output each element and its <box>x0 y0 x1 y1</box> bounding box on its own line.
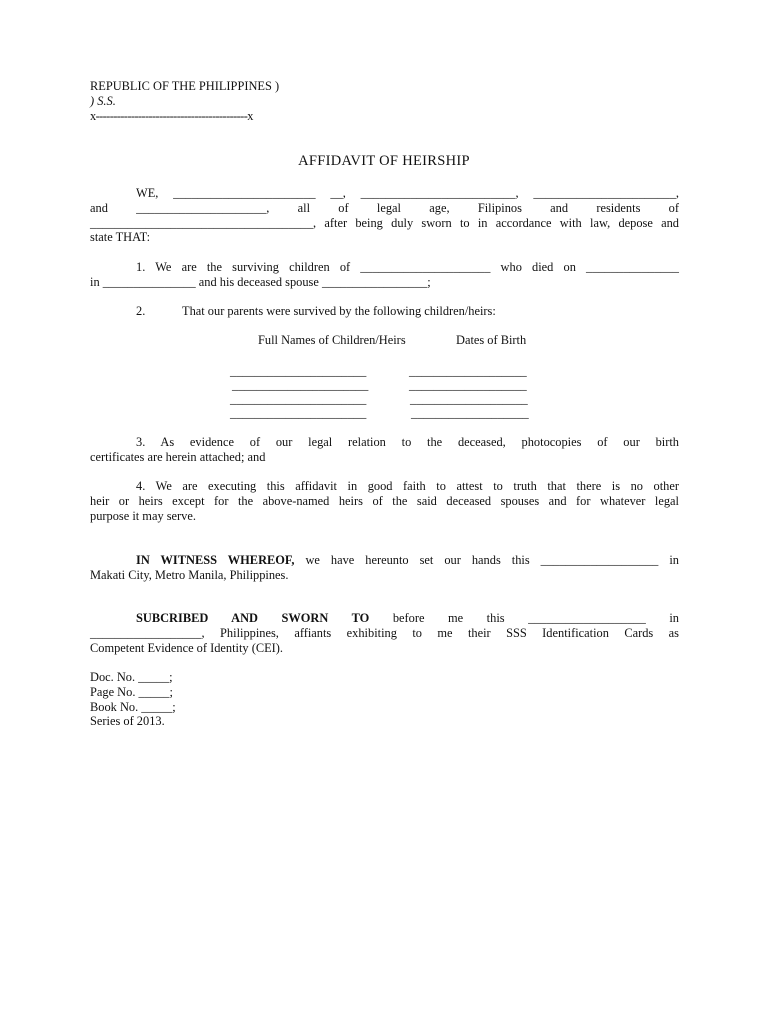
item-1-line-2: in _______________ and his deceased spouse _________________; <box>90 274 431 289</box>
doc-no: Doc. No. _____; <box>90 670 173 684</box>
item-1 <box>90 260 679 290</box>
header-block <box>90 79 679 123</box>
heir-date-line: ___________________ <box>409 364 527 378</box>
item-3-line-2: certificates are herein attached; and <box>90 449 266 464</box>
subscribed-lead: SUBCRIBED AND SWORN TO <box>136 611 370 625</box>
item-1-line-1: 1. We are the surviving children of _____________________ who died on _______________ <box>136 260 679 274</box>
ss-line: ) S.S. <box>90 93 116 108</box>
item-3 <box>90 435 679 465</box>
heir-date-line: ___________________ <box>410 392 528 406</box>
witness-line-1-rest: we have hereunto set our hands this ___________________ in <box>305 553 679 567</box>
intro-line-2: and _____________________, all of legal age, Filipinos and residents of <box>90 200 679 215</box>
item-4-line-2: heir or heirs except for the above-named heirs of the said deceased spouses and for whatever legal <box>90 493 679 508</box>
item-2-text: That our parents were survived by the following children/heirs: <box>182 304 496 318</box>
subscribed-line-1-rest: before me this ___________________ in <box>392 611 679 625</box>
subscribed-line-3: Competent Evidence of Identity (CEI). <box>90 640 284 655</box>
notarial-block <box>90 670 679 729</box>
intro-line-4: state THAT: <box>90 230 151 245</box>
intro-line-3: ____________________________________, after being duly sworn to in accordance with law, depose and <box>90 215 679 230</box>
witness-paragraph <box>90 553 679 583</box>
heir-name-line: ______________________ <box>230 364 367 378</box>
col-head-names: Full Names of Children/Heirs <box>258 333 406 347</box>
subscribed-paragraph <box>90 611 679 655</box>
item-4-line-3: purpose it may serve. <box>90 508 196 523</box>
separator-line: x-------------------------------------------x <box>90 108 253 123</box>
heir-date-line: ___________________ <box>411 406 529 420</box>
intro-paragraph <box>90 186 679 245</box>
heir-name-line: ______________________ <box>230 392 367 406</box>
heir-date-line: ___________________ <box>409 378 527 392</box>
witness-line-1 <box>90 553 679 568</box>
document-title: AFFIDAVIT OF HEIRSHIP <box>298 153 470 169</box>
subscribed-line-2: __________________, Philippines, affiants exhibiting to me their SSS Identification Cards as <box>90 625 679 640</box>
item-2-number: 2. <box>136 304 146 318</box>
republic-line: REPUBLIC OF THE PHILIPPINES ) <box>90 79 280 93</box>
item-4 <box>90 479 679 523</box>
series: Series of 2013. <box>90 714 165 729</box>
item-4-line-1: 4. We are executing this affidavit in good faith to attest to truth that there is no other <box>136 479 679 493</box>
heir-name-line: ______________________ <box>230 406 367 420</box>
heir-name-line: ______________________ <box>232 378 369 392</box>
page-no: Page No. _____; <box>90 684 173 699</box>
book-no: Book No. _____; <box>90 699 176 714</box>
witness-line-2: Makati City, Metro Manila, Philippines. <box>90 567 289 582</box>
intro-line-1: WE, _______________________ __, _________________________, _______________________, <box>136 186 679 200</box>
witness-lead: IN WITNESS WHEREOF, <box>136 553 295 567</box>
subscribed-line-1 <box>90 611 679 626</box>
col-head-dates: Dates of Birth <box>456 333 527 347</box>
item-3-line-1: 3. As evidence of our legal relation to the deceased, photocopies of our birth <box>136 435 679 449</box>
